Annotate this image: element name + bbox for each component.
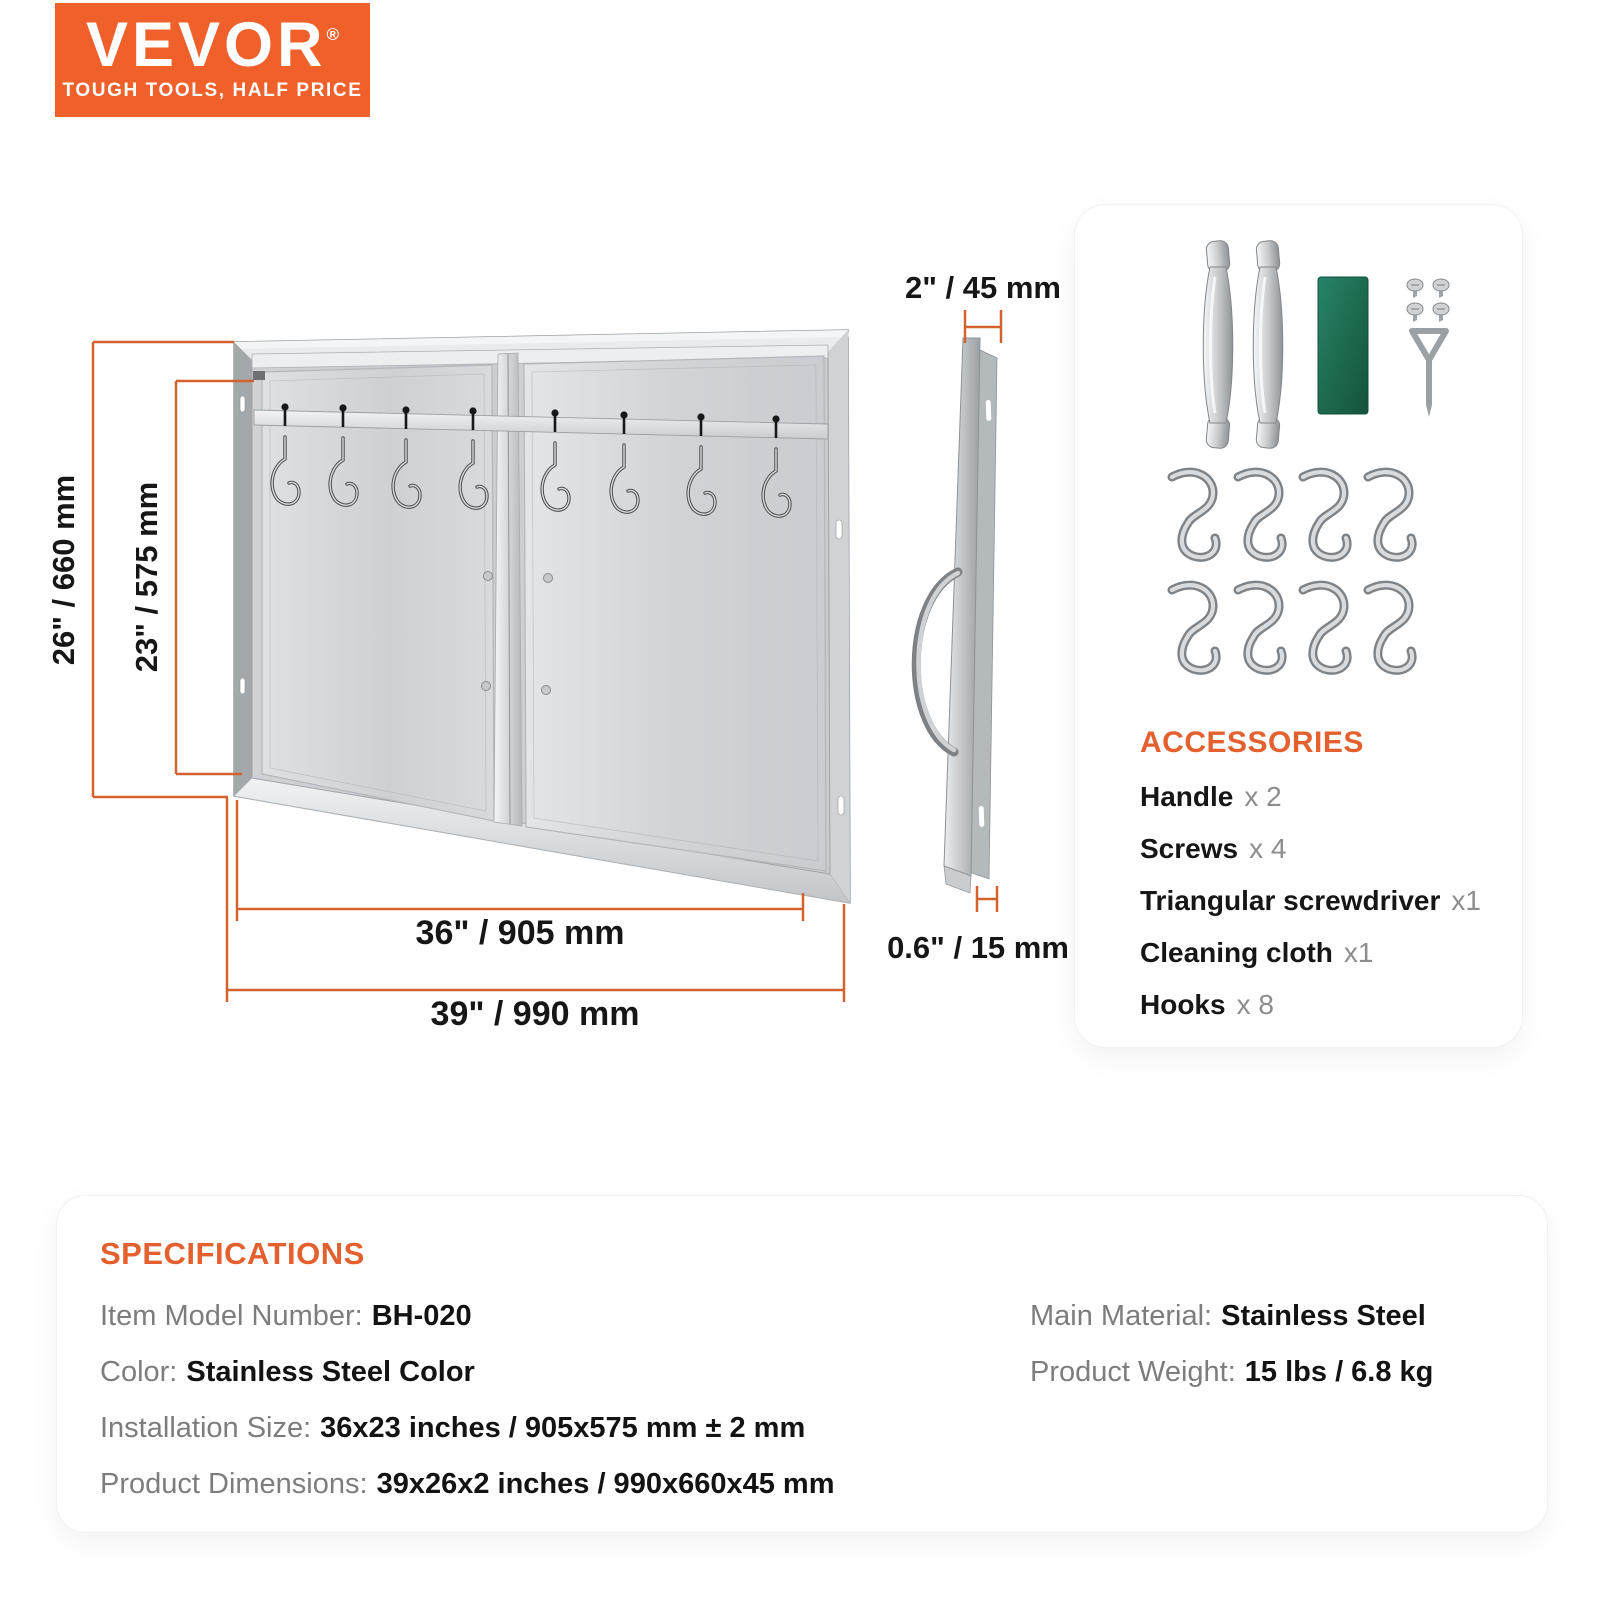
accessory-name: Screws <box>1140 833 1239 864</box>
spec-label: Product Dimensions: <box>100 1467 368 1500</box>
accessory-item-cleaning-cloth <box>1140 927 1510 979</box>
spec-row-product-dimensions <box>100 1456 834 1512</box>
accessory-item-screws <box>1140 823 1510 875</box>
specifications-left-column <box>100 1288 834 1512</box>
label-outer-height: 26" / 660 mm <box>46 474 81 666</box>
spec-value: Stainless Steel Color <box>186 1355 475 1388</box>
spec-value: Stainless Steel <box>1221 1299 1426 1332</box>
label-inner-height: 23" / 575 mm <box>129 481 164 673</box>
accessory-item-handle <box>1140 771 1510 823</box>
accessory-name: Cleaning cloth <box>1140 937 1333 968</box>
spec-label: Installation Size: <box>100 1411 312 1444</box>
dimension-line-flange <box>977 886 997 912</box>
accessories-card <box>1075 205 1522 1047</box>
spec-row-installation-size <box>100 1400 834 1456</box>
accessory-qty: x 8 <box>1236 989 1274 1020</box>
hinge-detail <box>253 371 265 380</box>
door-side-view <box>916 338 997 893</box>
spec-label: Main Material: <box>1030 1299 1213 1332</box>
accessory-qty: x 2 <box>1244 781 1282 812</box>
spec-label: Item Model Number: <box>100 1299 363 1332</box>
triangular-screwdriver-icon <box>1412 331 1446 417</box>
accessory-qty: x 4 <box>1249 833 1287 864</box>
accessory-qty: x1 <box>1451 885 1481 916</box>
spec-label: Product Weight: <box>1030 1355 1236 1388</box>
spec-label: Color: <box>100 1355 178 1388</box>
accessory-name: Hooks <box>1140 989 1226 1020</box>
spec-value: 15 lbs / 6.8 kg <box>1244 1355 1434 1388</box>
accessory-item-hooks <box>1140 979 1510 1031</box>
spec-row-color <box>100 1344 834 1400</box>
accessories-title: ACCESSORIES <box>1140 726 1364 759</box>
spec-value: 36x23 inches / 905x575 mm ± 2 mm <box>320 1411 806 1444</box>
spec-value: 39x26x2 inches / 990x660x45 mm <box>376 1467 835 1500</box>
specifications-right-column <box>1030 1288 1433 1400</box>
label-depth: 2" / 45 mm <box>905 270 1061 305</box>
brand-tagline: TOUGH TOOLS, HALF PRICE <box>62 80 363 101</box>
cleaning-cloth-icon <box>1318 277 1368 414</box>
handle-icon <box>1203 240 1283 449</box>
spec-row-model <box>100 1288 834 1344</box>
accessories-graphics <box>1075 205 1522 720</box>
spec-row-weight <box>1030 1344 1433 1400</box>
accessory-item-screwdriver <box>1140 875 1510 927</box>
specifications-title: SPECIFICATIONS <box>100 1236 365 1271</box>
label-outer-width: 39" / 990 mm <box>430 995 640 1033</box>
brand-wordmark: VEVOR <box>85 10 327 80</box>
spec-value: BH-020 <box>371 1299 472 1332</box>
registered-mark: ® <box>326 25 340 44</box>
label-flange: 0.6" / 15 mm <box>887 930 1069 965</box>
accessories-list <box>1140 771 1510 1031</box>
screws-icon <box>1407 279 1449 322</box>
label-inner-width: 36" / 905 mm <box>415 914 625 952</box>
spec-row-material <box>1030 1288 1433 1344</box>
accessory-name: Handle <box>1140 781 1234 812</box>
s-hook-icons <box>1172 472 1412 670</box>
specifications-card <box>57 1196 1547 1532</box>
accessory-qty: x1 <box>1343 937 1374 968</box>
door-front-view <box>234 330 850 903</box>
accessory-name: Triangular screwdriver <box>1140 885 1441 916</box>
